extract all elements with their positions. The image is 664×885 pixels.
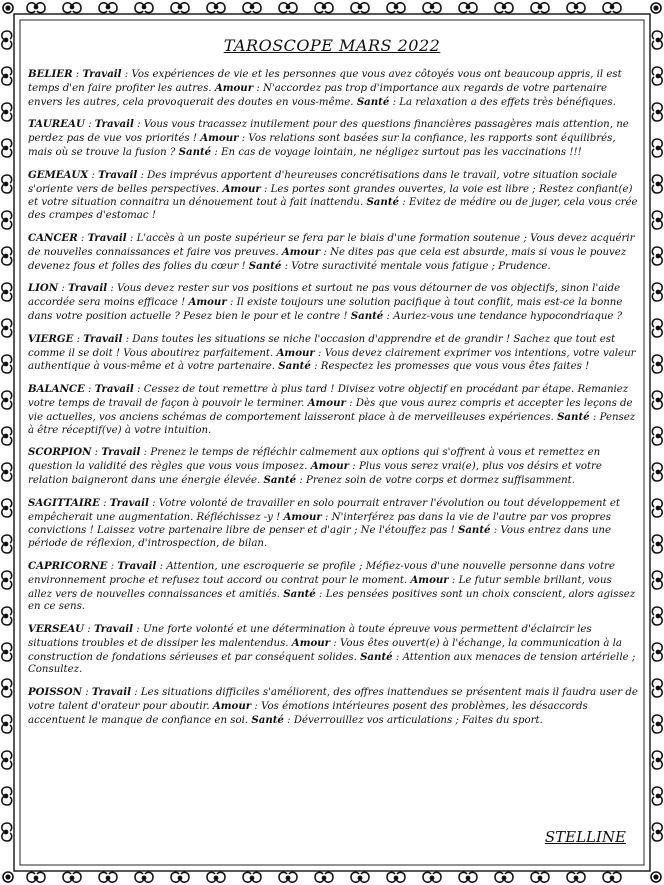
sign-travail-label: Travail [98,168,138,181]
sign-amour-label: Amour [307,396,346,409]
sign-paragraph-verseau: VERSEAU : Travail : Une forte volonté et une détermination à toute épreuve vous permettent d'éclaircir les situations troubles et de dissiper les malentendus. Amour : Vous êtes ouvert(e) à l'échange, la communication à la construction de fondations sérieuses et par conséquent solides. Santé : Attention aux menaces de tension artérielle ; Consultez. [28,623,636,676]
swirl-ornament [171,872,189,882]
sign-travail: Dans toutes les situations se niche l'occasion d'apprendre et de grandir ! Sachez que tout est comme il se doit ! Vous aboutirez parfaitement. [28,333,616,359]
sign-name: CAPRICORNE [28,559,108,572]
sign-sante-label: Santé [366,196,400,209]
sign-name: VIERGE [28,332,74,345]
swirl-ornament [2,535,12,553]
sign-sante-label: Santé [278,360,311,373]
sign-sante-label: Santé [248,259,282,272]
sign-sante-label: Santé [360,650,393,663]
sign-travail-label: Travail [117,559,157,572]
sign-name: CANCER [28,231,78,244]
swirl-ornament [63,3,81,13]
swirl-ornament [652,499,662,517]
sign-amour: Le futur semble brillant, vous allez vers de nouvelles connaissances et amitiés. [28,574,612,600]
sign-sante-label: Santé [178,145,212,158]
swirl-ornament [207,3,225,13]
swirl-ornament [2,679,12,697]
swirl-ornament [351,3,369,13]
sign-sante-label: Santé [457,524,491,537]
sign-travail: Votre volonté de travailler en solo pourrait entraver l'évolution ou tout développement et empêcherait une augmentation. Réfléchissez -y ! [28,497,620,523]
sign-amour: Vous êtes ouvert(e) à l'échange, la communication à la construction de fondations sérieuses et par conséquent solides. [28,637,622,663]
sign-sante-label: Santé [283,587,316,600]
sign-sante: Pensez à être réceptif(ve) à votre intuition. [28,411,636,436]
sign-amour: Vous devez clairement exprimer vos intentions, votre valeur authentique à vous-même et à votre partenaire. [28,347,636,373]
horoscope-list [28,68,638,737]
sign-paragraph-sagittaire: SAGITTAIRE : Travail : Votre volonté de travailler en solo pourrait entraver l'évolution ou tout développement et empêcherait une augmentation. Réfléchissez -y ! Amour : N'interférez pas dans la vie de l'autre par vos propres convictions ! Laissez votre partenaire libre de penser et d'agir ; Ne l'étouffez pas ! Santé : Vous entrez dans une période de réflexion, d'introspection, de bilan. [28,496,620,550]
sign-amour-label: Amour [283,510,322,523]
swirl-ornament [495,872,513,882]
swirl-ornament [207,872,225,882]
swirl-ornament [423,3,441,13]
sign-travail-label: Travail [94,383,134,396]
sign-sante: La relaxation a des effets très bénéfiques. [399,96,616,108]
swirl-ornament [459,3,477,13]
swirl-ornament [459,872,477,882]
sign-amour-label: Amour [222,182,261,195]
sign-paragraph-lion: LION : Travail : Vous devez rester sur vos positions et surtout ne pas vous détourner de vos objectifs, sinon l'aide accordée sera moins efficace ! Amour : Il existe toujours une solution pacifique à tout conflit, mais est-ce la bonne dans votre position actuelle ? Pesez bien le pour et le contre ! Santé : Auriez-vous une tendance hypocondriaque ? [28,282,623,322]
swirl-ornament [2,715,12,733]
sign-travail-label: Travail [94,118,134,131]
sign-travail: Des imprévus apportent d'heureuses concrétisations dans le travail, votre situation sociale s'oriente vers de belles perspectives. [28,169,618,195]
sign-name: GEMEAUX [28,168,89,181]
sign-name: POISSON [28,686,82,699]
sign-travail: Les situations difficiles s'améliorent, des offres inattendues se présentent mais il faudra user de votre talent d'orateur pour aboutir. [28,687,638,713]
sign-amour: N'interférez pas dans la vie de l'autre par vos propres convictions ! Laissez votre partenaire libre de penser et d'agir ; Ne l'étouffez pas ! [28,511,611,537]
sign-amour: Vos relations sont basées sur la confiance, les rapports sont équilibrés, mais où se trouve la fusion ? [28,133,616,158]
swirl-ornament [2,103,12,121]
swirl-ornament [652,211,662,229]
swirl-ornament [652,319,662,337]
sign-travail-label: Travail [91,686,131,699]
sign-amour: N'accordez pas trop d'importance aux regards de votre partenaire envers les autres, cela provoquerait des doutes en vous-même. [28,82,608,108]
sign-amour: Vos émotions intérieures posent des problèmes, les désaccords accentuent le manque de confiance en soi. [28,701,588,726]
swirl-ornament [652,679,662,697]
sign-name: TAUREAU [28,118,85,131]
sign-travail-label: Travail [68,282,108,295]
sign-travail: Vous devez rester sur vos positions et surtout ne pas vous détourner de vos objectifs, sinon l'aide accordée sera moins efficace ! [28,283,621,309]
sign-sante-label: Santé [557,410,590,423]
sign-paragraph-capricorne: CAPRICORNE : Travail : Attention, une escroquerie se profile ; Méfiez-vous d'une nouvelle personne dans votre environnement proche et refusez tout accord ou contrat pour le moment. Amour : Le futur semble brillant, vous allez vers de nouvelles connaissances et amitiés. Santé : Les pensées positives sont un choix conscient, alors agissez en ce sens. [28,559,636,613]
swirl-ornament [531,3,549,13]
swirl-ornament [2,499,12,517]
swirl-ornament [2,175,12,193]
swirl-ornament [99,872,117,882]
sign-sante: Votre suractivité mentale vous fatigue ; Prudence. [291,260,551,272]
swirl-ornament [2,355,12,373]
sign-sante: En cas de voyage lointain, ne négligez surtout pas les vaccinations !!! [221,146,582,158]
swirl-ornament [315,3,333,13]
sign-travail: Attention, une escroquerie se profile ; Méfiez-vous d'une nouvelle personne dans votre environnement proche et refusez tout accord ou contrat pour le moment. [28,560,615,586]
sign-amour-label: Amour [276,346,315,359]
swirl-ornament [2,283,12,301]
swirl-ornament [2,67,12,85]
sign-travail-label: Travail [109,496,149,509]
swirl-ornament [2,643,12,661]
sign-travail: Prenez le temps de réfléchir calmement aux options qui s'offrent à vous et remettez en question la validité des règles que vous vous imposez. [28,447,601,473]
sign-paragraph-cancer: CANCER : Travail : L'accès à un poste supérieur se fera par le biais d'une formation soutenue ; Vous devez acquérir de nouvelles connaissances et faire vos preuves. Amour : Ne dites pas que cela est absurde, mais si vous le pouvez devenez fous et folles des folies du cœur ! Santé : Votre suractivité mentale vous fatigue ; Prudence. [28,231,635,272]
swirl-ornament [27,3,45,13]
swirl-ornament [531,872,549,882]
sign-travail-label: Travail [82,68,122,80]
sign-sante: Les pensées positives sont un choix conscient, alors agissez en ce sens. [28,588,636,613]
page-title: TAROSCOPE MARS 2022 [223,36,441,55]
sign-travail: Vous vous tracassez inutilement pour des questions financières passagères mais attention, ne perdez pas de vue vos priorités ! [28,119,629,145]
swirl-ornament [351,872,369,882]
sign-paragraph-poisson: POISSON : Travail : Les situations difficiles s'améliorent, des offres inattendues se présentent mais il faudra user de votre talent d'orateur pour aboutir. Amour : Vos émotions intérieures posent des problèmes, les désaccords accentuent le manque de confiance en soi. Santé : Déverrouillez vos articulations ; Faites du sport. [28,686,638,726]
swirl-ornament [279,3,297,13]
swirl-ornament [652,715,662,733]
sign-amour-label: Amour [291,636,331,649]
swirl-ornament [2,391,12,409]
swirl-ornament [652,571,662,589]
swirl-ornament [2,211,12,229]
swirl-ornament [27,872,45,882]
swirl-ornament [652,391,662,409]
sign-name: BELIER [28,68,73,80]
swirl-ornament [243,872,261,882]
sign-amour: Ne dites pas que cela est absurde, mais si vous le pouvez devenez fous et folles des folies du cœur ! [28,246,627,272]
sign-travail-label: Travail [101,446,141,459]
swirl-ornament [652,823,662,841]
sign-travail: Cessez de tout remettre à plus tard ! Divisez votre objectif en procédant par étape. Remaniez votre temps de travail de façon à pouvoir le terminer. [28,384,629,409]
swirl-ornament [63,872,81,882]
swirl-ornament [135,3,153,13]
swirl-ornament [2,139,12,157]
sign-sante-label: Santé [251,713,284,726]
swirl-ornament [652,67,662,85]
sign-travail: Vos expériences de vie et les personnes que vous avez côtoyés vous ont beaucoup appris, il est temps d'en faire profiter les autres. [28,69,622,94]
swirl-ornament [279,872,297,882]
sign-amour-label: Amour [200,132,239,145]
sign-sante: Attention aux menaces de tension artérielle ; Consultez. [28,651,636,676]
sign-paragraph-scorpion: SCORPION : Travail : Prenez le temps de réfléchir calmement aux options qui s'offrent à vous et remettez en question la validité des règles que vous vous imposez. Amour : Plus vous serez vrai(e), plus vos désirs et votre relation baigneront dans une énergie élevée. Santé : Prenez soin de votre corps et dormez suffisamment. [28,446,602,486]
sign-travail: L'accès à un poste supérieur se fera par le biais d'une formation soutenue ; Vous devez acquérir de nouvelles connaissances et faire vos preuves. [28,232,635,258]
swirl-ornament [99,3,117,13]
sign-sante: Vous entrez dans une période de réflexion, d'introspection, de bilan. [28,525,611,550]
sign-sante-label: Santé [350,309,384,322]
sign-sante-label: Santé [356,95,390,108]
sign-amour-label: Amour [410,573,449,586]
sign-amour: Dès que vous aurez compris et accepter les leçons de vie actuelles, vos anciens schémas de comportement laisseront place à de merveilleuses expériences. [28,397,633,423]
swirl-ornament [652,355,662,373]
sign-amour: Il existe toujours une solution pacifique à tout conflit, mais est-ce la bonne dans votre position actuelle ? Pesez bien le pour et le contre ! [28,297,623,322]
swirl-ornament [652,427,662,445]
sign-travail-label: Travail [93,623,134,636]
swirl-ornament [135,872,153,882]
swirl-ornament [2,319,12,337]
swirl-ornament [243,3,261,13]
sign-sante: Déverrouillez vos articulations ; Faites du sport. [293,714,543,726]
sign-travail-label: Travail [83,332,123,345]
signature: STELLINE [544,828,626,846]
swirl-ornament [652,247,662,265]
sign-name: SCORPION [28,446,92,459]
sign-sante: Prenez soin de votre corps et dormez suffisamment. [306,474,575,486]
sign-sante: Auriez-vous une tendance hypocondriaque ? [393,310,623,322]
swirl-ornament [2,823,12,841]
sign-amour-label: Amour [310,460,350,473]
swirl-ornament [652,103,662,121]
swirl-ornament [2,751,12,769]
swirl-ornament [652,751,662,769]
swirl-ornament [495,3,513,13]
swirl-ornament [2,247,12,265]
sign-name: SAGITTAIRE [28,496,100,509]
sign-amour-label: Amour [214,81,254,94]
swirl-ornament [652,535,662,553]
swirl-ornament [567,3,585,13]
swirl-ornament [2,427,12,445]
sign-sante: Respectez les promesses que vous vous êtes faites ! [320,361,590,373]
swirl-ornament [652,283,662,301]
sign-amour-label: Amour [281,245,321,258]
swirl-ornament [603,3,621,13]
sign-name: VERSEAU [28,623,85,636]
swirl-ornament [567,872,585,882]
sign-amour-label: Amour [188,296,227,309]
sign-paragraph-vierge: VIERGE : Travail : Dans toutes les situations se niche l'occasion d'apprendre et de grandir ! Sachez que tout est comme il se doit ! Vous aboutirez parfaitement. Amour : Vous devez clairement exprimer vos intentions, votre valeur authentique à vous-même et à votre partenaire. Santé : Respectez les promesses que vous vous êtes faites ! [28,332,636,373]
sign-travail: Une forte volonté et une détermination à toute épreuve vous permettent d'éclaircir les situations troubles et de dissiper les malentendus. [28,624,592,649]
sign-paragraph-gemeaux: GEMEAUX : Travail : Des imprévus apportent d'heureuses concrétisations dans le travail, votre situation sociale s'oriente vers de belles perspectives. Amour : Les portes sont grandes ouvertes, la voie est libre ; Restez confiant(e) et votre situation connaitra un dénouement tout à fait inattendu. Santé : Evitez de médire ou de juger, cela vous crée des crampes d'estomac ! [28,168,638,222]
swirl-ornament [652,463,662,481]
swirl-ornament [171,3,189,13]
swirl-ornament [2,463,12,481]
sign-sante-label: Santé [263,473,297,486]
swirl-ornament [2,787,12,805]
swirl-ornament [603,872,621,882]
swirl-ornament [652,175,662,193]
sign-sante: Evitez de médire ou de juger, cela vous crée des crampes d'estomac ! [28,197,638,222]
sign-amour: Plus vous serez vrai(e), plus vos désirs et votre relation baigneront dans une énergie élevée. [28,461,602,486]
sign-amour-label: Amour [212,700,252,713]
sign-travail-label: Travail [87,231,127,244]
swirl-ornament [652,607,662,625]
swirl-ornament [652,787,662,805]
swirl-ornament [2,571,12,589]
sign-paragraph-taureau: TAUREAU : Travail : Vous vous tracassez inutilement pour des questions financières passagères mais attention, ne perdez pas de vue vos priorités ! Amour : Vos relations sont basées sur la confiance, les rapports sont équilibrés, mais où se trouve la fusion ? Santé : En cas de voyage lointain, ne négligez surtout pas les vaccinations !!! [28,118,629,158]
sign-paragraph-belier: BELIER : Travail : Vos expériences de vie et les personnes que vous avez côtoyés vous ont beaucoup appris, il est temps d'en faire profiter les autres. Amour : N'accordez pas trop d'importance aux regards de votre partenaire envers les autres, cela provoquerait des doutes en vous-même. Santé : La relaxation a des effets très bénéfiques. [28,68,622,108]
sign-name: BALANCE [28,383,85,396]
swirl-ornament [315,872,333,882]
swirl-ornament [2,607,12,625]
swirl-ornament [387,872,405,882]
sign-amour: Les portes sont grandes ouvertes, la voie est libre ; Restez confiant(e) et votre situation connaitra un dénouement tout à fait inattendu. [28,183,633,209]
swirl-ornament [423,872,441,882]
swirl-ornament [387,3,405,13]
swirl-ornament [652,643,662,661]
sign-name: LION [28,282,59,295]
sign-paragraph-balance: BALANCE : Travail : Cessez de tout remettre à plus tard ! Divisez votre objectif en procédant par étape. Remaniez votre temps de travail de façon à pouvoir le terminer. Amour : Dès que vous aurez compris et accepter les leçons de vie actuelles, vos anciens schémas de comportement laisseront place à de merveilleuses expériences. Santé : Pensez à être réceptif(ve) à votre intuition. [28,383,636,436]
swirl-ornament [652,139,662,157]
